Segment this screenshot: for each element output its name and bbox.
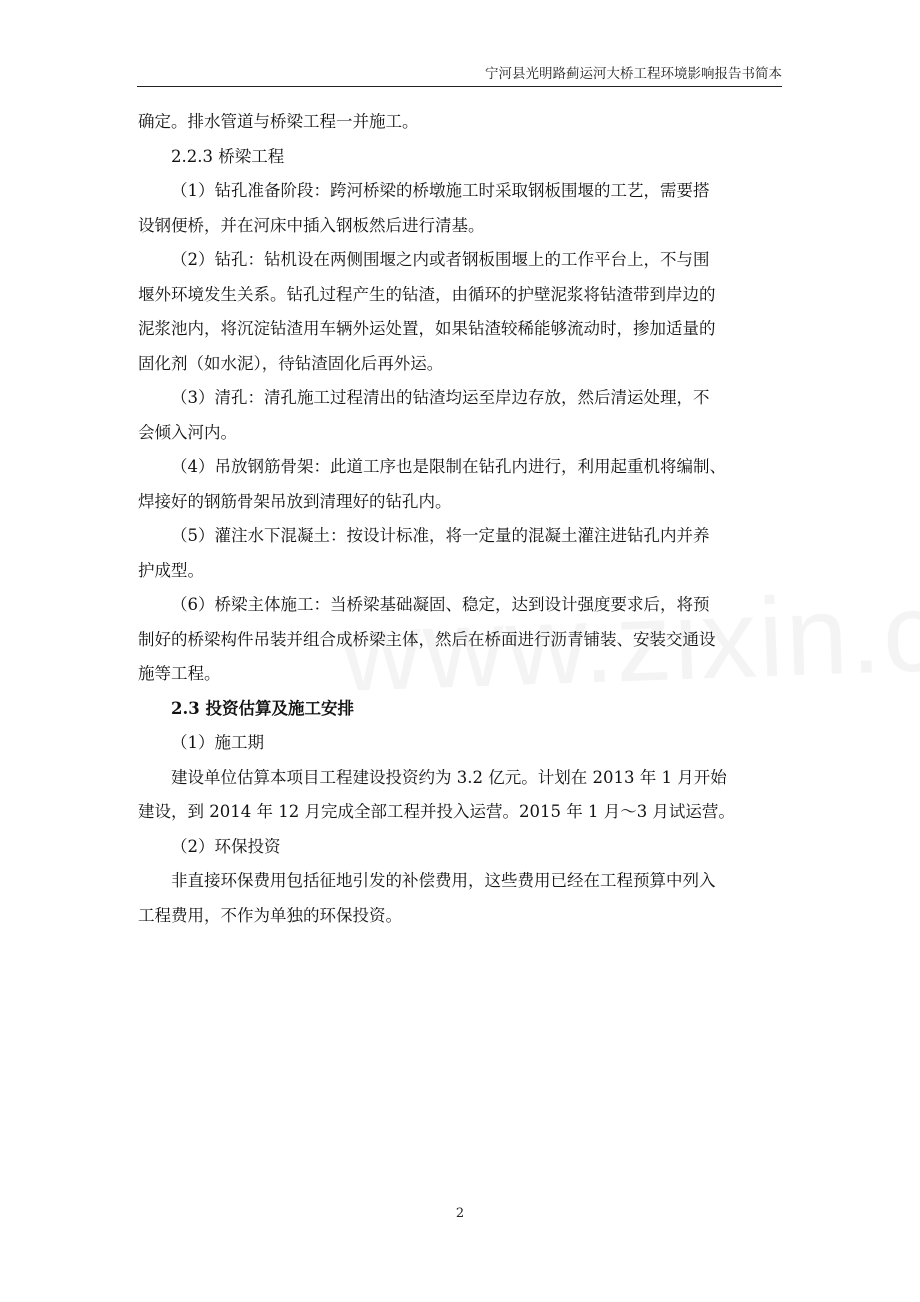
paragraph-hole-cleaning: （3）清孔：清孔施工过程清出的钻渣均运至岸边存放，然后清运处理，不 会倾入河内。	[138, 388, 710, 442]
paragraph-drilling: （2）钻孔：钻机设在两侧围堰之内或者钢板围堰上的工作平台上，不与围 堰外环境发生关系。钻孔过程产生的钻渣，由循环的护壁泥浆将钻渣带到岸边的 泥浆池内，将沉淀钻渣用车辆外运处置，如果钻渣较稀能够流动时，掺加适量的 固化剂（如水泥），待钻渣固化后再外运。	[138, 250, 716, 373]
section-heading-2-2-3: 2.2.3 桥梁工程	[171, 146, 285, 166]
paragraph-env-costs: 非直接环保费用包括征地引发的补偿费用，这些费用已经在工程预算中列入 工程费用，不作为单独的环保投资。	[138, 871, 716, 925]
paragraph-drainage-end: 确定。排水管道与桥梁工程一并施工。	[138, 112, 419, 131]
paragraph-concrete-pouring: （5）灌注水下混凝土：按设计标准，将一定量的混凝土灌注进钻孔内并养 护成型。	[138, 526, 710, 580]
page-number: 2	[455, 1206, 465, 1221]
document-title: 宁河县光明路蓟运河大桥工程环境影响报告书简本	[485, 66, 782, 82]
subheading-env-investment: （2）环保投资	[171, 836, 281, 856]
running-header	[137, 64, 782, 87]
subheading-construction-period: （1）施工期	[171, 733, 264, 752]
document-body	[138, 105, 782, 933]
paragraph-drilling-prep: （1）钻孔准备阶段：跨河桥梁的桥墩施工时采取钢板围堰的工艺，需要搭 设钢便桥，并在河床中插入钢板然后进行清基。	[138, 181, 710, 235]
paragraph-bridge-main: （6）桥梁主体施工：当桥梁基础凝固、稳定，达到设计强度要求后，将预 制好的桥梁构件吊装并组合成桥梁主体，然后在桥面进行沥青铺装、安装交通设 施等工程。	[138, 595, 716, 683]
paragraph-rebar-cage: （4）吊放钢筋骨架：此道工序也是限制在钻孔内进行，利用起重机将编制、 焊接好的钢筋骨架吊放到清理好的钻孔内。	[138, 457, 726, 511]
section-heading-2-3: 2.3 投资估算及施工安排	[171, 698, 354, 718]
paragraph-investment: 建设单位估算本项目工程建设投资约为 3.2 亿元。计划在 2013 年 1 月开始 建设，到 2014 年 12 月完成全部工程并投入运营。2015 年 1 月～3 月试运营。	[138, 767, 735, 821]
